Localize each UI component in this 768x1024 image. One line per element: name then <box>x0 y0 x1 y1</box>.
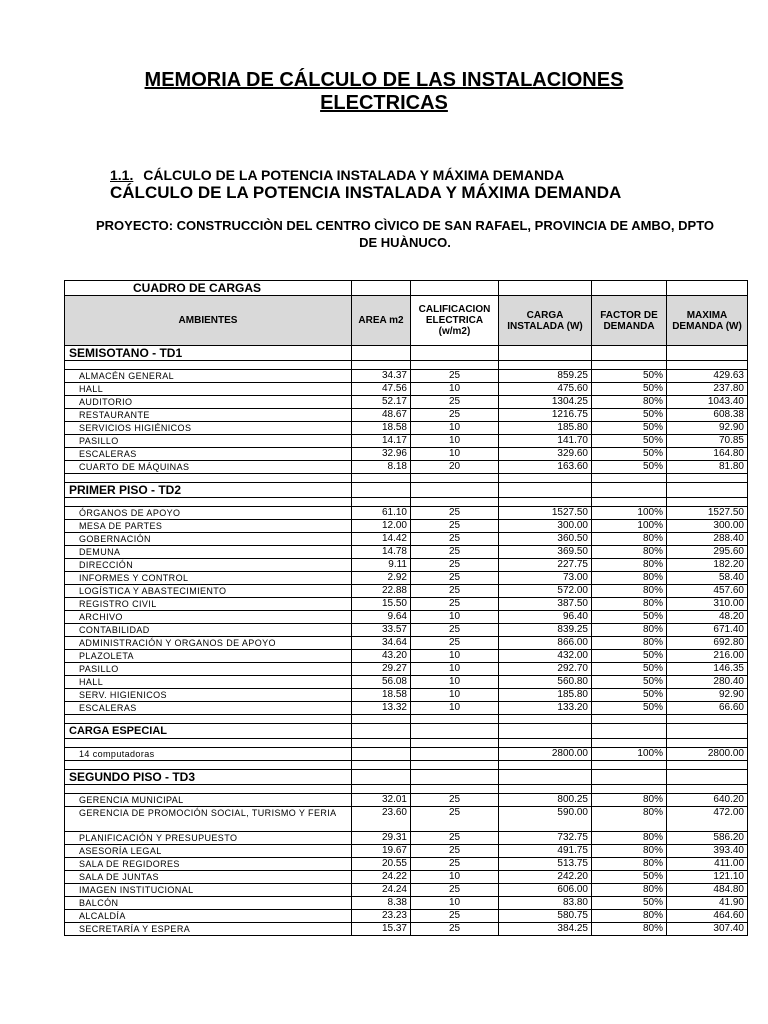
cell-factor: 50% <box>592 611 667 624</box>
table-row <box>65 409 748 422</box>
cell-carga: 141.70 <box>499 435 592 448</box>
cell-area: 8.18 <box>352 461 411 474</box>
cell-area: 14.78 <box>352 546 411 559</box>
table-row <box>65 546 748 559</box>
cell-maxima: 66.60 <box>667 702 748 715</box>
table-row <box>65 520 748 533</box>
table-row <box>65 448 748 461</box>
table-row <box>65 559 748 572</box>
table-header-row <box>65 296 748 346</box>
cell-calificacion: 10 <box>411 663 499 676</box>
cell-factor: 50% <box>592 702 667 715</box>
cell-area: 33.57 <box>352 624 411 637</box>
cell-area: 12.00 <box>352 520 411 533</box>
cell-maxima: 58.40 <box>667 572 748 585</box>
cell-ambiente: CONTABILIDAD <box>65 624 352 637</box>
cell-maxima: 411.00 <box>667 858 748 871</box>
cell-carga: 560.80 <box>499 676 592 689</box>
table-row <box>65 585 748 598</box>
cell-calificacion: 25 <box>411 910 499 923</box>
cell-factor: 80% <box>592 546 667 559</box>
spacer-row <box>65 761 748 770</box>
cell-calificacion: 25 <box>411 585 499 598</box>
cell-area: 22.88 <box>352 585 411 598</box>
cell-carga: 96.40 <box>499 611 592 624</box>
cell-maxima: 692.80 <box>667 637 748 650</box>
col-header-area: AREA m2 <box>352 296 411 346</box>
table-row <box>65 383 748 396</box>
cell-area: 14.17 <box>352 435 411 448</box>
cell-calificacion: 25 <box>411 637 499 650</box>
cell-ambiente: ARCHIVO <box>65 611 352 624</box>
group-header-row <box>65 346 748 361</box>
cell-ambiente: PASILLO <box>65 435 352 448</box>
col-header-factor: FACTOR DE DEMANDA <box>592 296 667 346</box>
col-header-maxima: MAXIMA DEMANDA (W) <box>667 296 748 346</box>
cell-calificacion: 10 <box>411 676 499 689</box>
cell-carga: 491.75 <box>499 845 592 858</box>
table-row <box>65 676 748 689</box>
cell-carga: 866.00 <box>499 637 592 650</box>
cell-factor: 100% <box>592 748 667 761</box>
cell-maxima: 92.90 <box>667 689 748 702</box>
cell-ambiente: ADMINISTRACIÓN Y ORGANOS DE APOYO <box>65 637 352 650</box>
cell-area: 23.60 <box>352 807 411 832</box>
cell-carga: 360.50 <box>499 533 592 546</box>
cell-factor: 50% <box>592 897 667 910</box>
cell-carga: 2800.00 <box>499 748 592 761</box>
cell-area: 23.23 <box>352 910 411 923</box>
cell-calificacion <box>411 748 499 761</box>
cell-factor: 50% <box>592 650 667 663</box>
cell-area: 13.32 <box>352 702 411 715</box>
cell-area: 48.67 <box>352 409 411 422</box>
cell-calificacion: 25 <box>411 858 499 871</box>
cell-calificacion: 25 <box>411 572 499 585</box>
table-row <box>65 611 748 624</box>
cell-ambiente: ALMACÉN GENERAL <box>65 370 352 383</box>
cell-calificacion: 10 <box>411 650 499 663</box>
cell-area: 61.10 <box>352 507 411 520</box>
cell-factor: 80% <box>592 396 667 409</box>
cell-carga: 133.20 <box>499 702 592 715</box>
cell-calificacion: 25 <box>411 370 499 383</box>
spacer-row <box>65 739 748 748</box>
table-row <box>65 650 748 663</box>
cell-factor: 50% <box>592 448 667 461</box>
cell-calificacion: 25 <box>411 884 499 897</box>
cell-calificacion: 10 <box>411 897 499 910</box>
cell-area: 15.50 <box>352 598 411 611</box>
cell-carga: 1216.75 <box>499 409 592 422</box>
cell-maxima: 484.80 <box>667 884 748 897</box>
cell-maxima: 608.38 <box>667 409 748 422</box>
cell-factor: 80% <box>592 598 667 611</box>
cell-carga: 83.80 <box>499 897 592 910</box>
cell-area: 2.92 <box>352 572 411 585</box>
cell-carga: 1527.50 <box>499 507 592 520</box>
load-table <box>64 280 748 936</box>
cell-area: 56.08 <box>352 676 411 689</box>
cell-calificacion: 20 <box>411 461 499 474</box>
cell-carga: 859.25 <box>499 370 592 383</box>
group-header-row <box>65 770 748 785</box>
cell-carga: 369.50 <box>499 546 592 559</box>
load-table-body <box>65 281 748 936</box>
cell-ambiente: HALL <box>65 676 352 689</box>
cell-factor: 80% <box>592 533 667 546</box>
cell-maxima: 164.80 <box>667 448 748 461</box>
table-row <box>65 461 748 474</box>
cell-ambiente: PASILLO <box>65 663 352 676</box>
table-row <box>65 807 748 832</box>
cell-factor: 50% <box>592 663 667 676</box>
cell-maxima: 586.20 <box>667 832 748 845</box>
table-row <box>65 910 748 923</box>
spacer-row <box>65 474 748 483</box>
cell-area: 34.37 <box>352 370 411 383</box>
cell-factor: 80% <box>592 794 667 807</box>
cell-carga: 300.00 <box>499 520 592 533</box>
cell-ambiente: IMAGEN INSTITUCIONAL <box>65 884 352 897</box>
cell-maxima: 295.60 <box>667 546 748 559</box>
cell-calificacion: 25 <box>411 794 499 807</box>
cell-area: 24.22 <box>352 871 411 884</box>
cell-factor: 80% <box>592 884 667 897</box>
table-row <box>65 624 748 637</box>
cell-maxima: 1527.50 <box>667 507 748 520</box>
table-row <box>65 533 748 546</box>
cell-area: 24.24 <box>352 884 411 897</box>
table-row <box>65 794 748 807</box>
cell-carga: 590.00 <box>499 807 592 832</box>
cell-maxima: 288.40 <box>667 533 748 546</box>
table-row <box>65 702 748 715</box>
cell-maxima: 48.20 <box>667 611 748 624</box>
cell-maxima: 472.00 <box>667 807 748 832</box>
cell-ambiente: SECRETARÍA Y ESPERA <box>65 923 352 936</box>
cell-ambiente: LOGÍSTICA Y ABASTECIMIENTO <box>65 585 352 598</box>
table-caption-row <box>65 281 748 296</box>
cell-maxima: 237.80 <box>667 383 748 396</box>
table-row <box>65 884 748 897</box>
cell-factor: 50% <box>592 461 667 474</box>
table-row <box>65 663 748 676</box>
cell-ambiente: DEMUNA <box>65 546 352 559</box>
cell-carga: 292.70 <box>499 663 592 676</box>
cell-ambiente: HALL <box>65 383 352 396</box>
table-row <box>65 422 748 435</box>
cell-ambiente: 14 computadoras <box>65 748 352 761</box>
cell-maxima: 464.60 <box>667 910 748 923</box>
section-title-small: CÁLCULO DE LA POTENCIA INSTALADA Y MÁXIMA DEMANDA <box>143 167 565 183</box>
cell-factor: 50% <box>592 871 667 884</box>
cell-carga: 839.25 <box>499 624 592 637</box>
cell-ambiente: DIRECCIÓN <box>65 559 352 572</box>
cell-calificacion: 25 <box>411 409 499 422</box>
cell-maxima: 2800.00 <box>667 748 748 761</box>
table-row <box>65 858 748 871</box>
cell-area <box>352 748 411 761</box>
cell-factor: 80% <box>592 923 667 936</box>
cell-calificacion: 25 <box>411 520 499 533</box>
project-line2: DE HUÀNUCO. <box>359 235 451 250</box>
cell-area: 9.64 <box>352 611 411 624</box>
cell-area: 52.17 <box>352 396 411 409</box>
cell-ambiente: AUDITORIO <box>65 396 352 409</box>
cell-calificacion: 10 <box>411 611 499 624</box>
document-title-line1: MEMORIA DE CÁLCULO DE LAS INSTALACIONES <box>144 69 624 91</box>
table-row <box>65 845 748 858</box>
cell-factor: 50% <box>592 422 667 435</box>
cell-carga: 475.60 <box>499 383 592 396</box>
table-row <box>65 689 748 702</box>
cell-ambiente: CUARTO DE MÁQUINAS <box>65 461 352 474</box>
cell-factor: 50% <box>592 409 667 422</box>
cell-area: 19.67 <box>352 845 411 858</box>
cell-maxima: 70.85 <box>667 435 748 448</box>
spacer-row <box>65 498 748 507</box>
cell-carga: 329.60 <box>499 448 592 461</box>
cell-ambiente: RESTAURANTE <box>65 409 352 422</box>
cell-calificacion: 10 <box>411 702 499 715</box>
cell-maxima: 216.00 <box>667 650 748 663</box>
cell-calificacion: 25 <box>411 533 499 546</box>
cell-ambiente: REGISTRO CIVIL <box>65 598 352 611</box>
cell-factor: 80% <box>592 910 667 923</box>
cell-area: 9.11 <box>352 559 411 572</box>
cell-calificacion: 25 <box>411 546 499 559</box>
spacer-row <box>65 361 748 370</box>
cell-calificacion: 25 <box>411 624 499 637</box>
cell-factor: 80% <box>592 807 667 832</box>
cell-area: 8.38 <box>352 897 411 910</box>
cell-calificacion: 10 <box>411 448 499 461</box>
group-label: SEGUNDO PISO - TD3 <box>65 770 352 785</box>
cell-factor: 80% <box>592 559 667 572</box>
cell-area: 47.56 <box>352 383 411 396</box>
cell-maxima: 81.80 <box>667 461 748 474</box>
cell-calificacion: 25 <box>411 923 499 936</box>
cell-factor: 80% <box>592 845 667 858</box>
cell-carga: 242.20 <box>499 871 592 884</box>
col-header-carga: CARGA INSTALADA (W) <box>499 296 592 346</box>
cell-carga: 185.80 <box>499 422 592 435</box>
cell-ambiente: INFORMES Y CONTROL <box>65 572 352 585</box>
cell-carga: 73.00 <box>499 572 592 585</box>
cell-ambiente: ESCALERAS <box>65 448 352 461</box>
cell-area: 18.58 <box>352 689 411 702</box>
cell-maxima: 300.00 <box>667 520 748 533</box>
table-row <box>65 396 748 409</box>
cell-ambiente: ÓRGANOS DE APOYO <box>65 507 352 520</box>
cell-factor: 50% <box>592 383 667 396</box>
cell-calificacion: 25 <box>411 807 499 832</box>
cell-ambiente: SERVICIOS HIGIÉNICOS <box>65 422 352 435</box>
cell-carga: 606.00 <box>499 884 592 897</box>
cell-carga: 432.00 <box>499 650 592 663</box>
cell-calificacion: 10 <box>411 689 499 702</box>
cell-maxima: 92.90 <box>667 422 748 435</box>
cell-carga: 185.80 <box>499 689 592 702</box>
cell-ambiente: GERENCIA MUNICIPAL <box>65 794 352 807</box>
cell-carga: 732.75 <box>499 832 592 845</box>
cell-area: 43.20 <box>352 650 411 663</box>
cell-calificacion: 25 <box>411 832 499 845</box>
section-heading-small <box>110 167 564 183</box>
cell-calificacion: 25 <box>411 507 499 520</box>
cell-area: 14.42 <box>352 533 411 546</box>
cell-ambiente: GERENCIA DE PROMOCIÓN SOCIAL, TURISMO Y FERIA <box>65 807 352 832</box>
group-label: PRIMER PISO - TD2 <box>65 483 352 498</box>
cell-carga: 572.00 <box>499 585 592 598</box>
cell-carga: 580.75 <box>499 910 592 923</box>
cell-factor: 80% <box>592 572 667 585</box>
cell-area: 18.58 <box>352 422 411 435</box>
cell-carga: 384.25 <box>499 923 592 936</box>
group-label: CARGA ESPECIAL <box>65 724 352 739</box>
cell-ambiente: PLANIFICACIÓN Y PRESUPUESTO <box>65 832 352 845</box>
group-header-row <box>65 483 748 498</box>
cell-area: 29.31 <box>352 832 411 845</box>
cell-calificacion: 10 <box>411 383 499 396</box>
group-header-row <box>65 724 748 739</box>
cell-area: 34.64 <box>352 637 411 650</box>
cell-maxima: 393.40 <box>667 845 748 858</box>
table-row <box>65 598 748 611</box>
cell-factor: 100% <box>592 520 667 533</box>
cell-ambiente: SERV. HIGIENICOS <box>65 689 352 702</box>
cell-ambiente: GOBERNACIÓN <box>65 533 352 546</box>
table-row <box>65 370 748 383</box>
cell-maxima: 182.20 <box>667 559 748 572</box>
section-heading-big: CÁLCULO DE LA POTENCIA INSTALADA Y MÁXIMA DEMANDA <box>110 183 622 202</box>
table-row <box>65 748 748 761</box>
table-row <box>65 637 748 650</box>
cell-calificacion: 25 <box>411 559 499 572</box>
cell-area: 20.55 <box>352 858 411 871</box>
cell-calificacion: 10 <box>411 435 499 448</box>
cell-ambiente: SALA DE REGIDORES <box>65 858 352 871</box>
cell-maxima: 280.40 <box>667 676 748 689</box>
cell-maxima: 121.10 <box>667 871 748 884</box>
cell-maxima: 41.90 <box>667 897 748 910</box>
table-row <box>65 923 748 936</box>
cell-area: 15.37 <box>352 923 411 936</box>
cell-factor: 80% <box>592 624 667 637</box>
cell-calificacion: 10 <box>411 422 499 435</box>
cell-ambiente: ALCALDÍA <box>65 910 352 923</box>
cell-maxima: 307.40 <box>667 923 748 936</box>
group-label: SEMISOTANO - TD1 <box>65 346 352 361</box>
table-row <box>65 832 748 845</box>
cell-maxima: 640.20 <box>667 794 748 807</box>
cell-area: 32.96 <box>352 448 411 461</box>
cell-maxima: 671.40 <box>667 624 748 637</box>
spacer-row <box>65 785 748 794</box>
cell-carga: 1304.25 <box>499 396 592 409</box>
col-header-calificacion: CALIFICACION ELECTRICA (w/m2) <box>411 296 499 346</box>
cell-factor: 80% <box>592 858 667 871</box>
cell-carga: 387.50 <box>499 598 592 611</box>
cell-carga: 513.75 <box>499 858 592 871</box>
cell-carga: 800.25 <box>499 794 592 807</box>
project-description <box>60 217 750 251</box>
cell-factor: 50% <box>592 689 667 702</box>
cell-carga: 227.75 <box>499 559 592 572</box>
col-header-ambientes: AMBIENTES <box>65 296 352 346</box>
cell-maxima: 310.00 <box>667 598 748 611</box>
section-number: 1.1. <box>110 167 134 183</box>
cell-ambiente: MESA DE PARTES <box>65 520 352 533</box>
project-line1: PROYECTO: CONSTRUCCIÒN DEL CENTRO CÌVICO DE SAN RAFAEL, PROVINCIA DE AMBO, DPTO <box>95 218 715 233</box>
cell-factor: 80% <box>592 832 667 845</box>
cell-maxima: 429.63 <box>667 370 748 383</box>
table-row <box>65 435 748 448</box>
cell-area: 32.01 <box>352 794 411 807</box>
cell-factor: 50% <box>592 435 667 448</box>
cell-maxima: 146.35 <box>667 663 748 676</box>
cell-ambiente: BALCÓN <box>65 897 352 910</box>
table-row <box>65 507 748 520</box>
cell-factor: 100% <box>592 507 667 520</box>
spacer-row <box>65 715 748 724</box>
cell-calificacion: 25 <box>411 598 499 611</box>
cell-factor: 80% <box>592 585 667 598</box>
table-row <box>65 572 748 585</box>
cell-factor: 50% <box>592 370 667 383</box>
document-title-line2: ELECTRICAS <box>320 92 448 114</box>
cell-factor: 80% <box>592 637 667 650</box>
table-caption: CUADRO DE CARGAS <box>65 281 352 296</box>
cell-calificacion: 10 <box>411 871 499 884</box>
cell-area: 29.27 <box>352 663 411 676</box>
cell-ambiente: ASESORÍA LEGAL <box>65 845 352 858</box>
cell-ambiente: PLAZOLETA <box>65 650 352 663</box>
cell-ambiente: ESCALERAS <box>65 702 352 715</box>
cell-ambiente: SALA DE JUNTAS <box>65 871 352 884</box>
cell-calificacion: 25 <box>411 845 499 858</box>
table-row <box>65 871 748 884</box>
cell-maxima: 457.60 <box>667 585 748 598</box>
cell-calificacion: 25 <box>411 396 499 409</box>
cell-maxima: 1043.40 <box>667 396 748 409</box>
cell-factor: 50% <box>592 676 667 689</box>
table-row <box>65 897 748 910</box>
cell-carga: 163.60 <box>499 461 592 474</box>
